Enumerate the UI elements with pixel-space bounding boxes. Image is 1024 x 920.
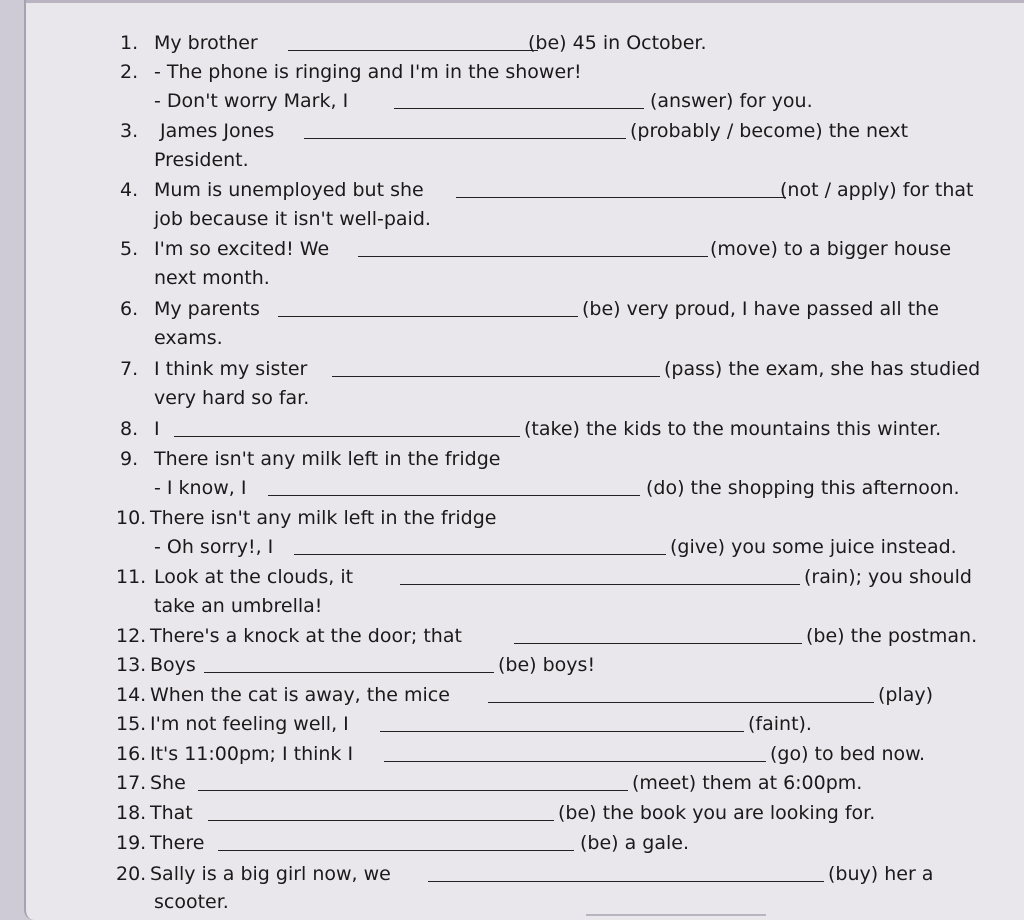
item-prompt: There isn't any milk left in the fridge: [150, 507, 497, 529]
item-prompt: My parents: [154, 298, 260, 320]
item-hint: (faint).: [748, 713, 812, 735]
item-hint: (play): [878, 684, 934, 706]
item-prompt: Look at the clouds, it: [154, 566, 354, 588]
item-hint: (move) to a bigger house: [710, 238, 952, 260]
answer-blank[interactable]: [294, 554, 666, 555]
item-number: 10.: [116, 507, 147, 529]
item-number: 3.: [120, 120, 139, 142]
item-continuation: scooter.: [154, 891, 229, 913]
answer-blank[interactable]: [488, 702, 874, 703]
item-hint: (probably / become) the next: [630, 120, 909, 142]
item-continuation: very hard so far.: [154, 387, 310, 409]
item-hint: (be) boys!: [498, 654, 596, 676]
item-number: 9.: [120, 448, 139, 470]
item-number: 4.: [120, 179, 139, 201]
item-hint: (meet) them at 6:00pm.: [632, 772, 863, 794]
exercise-item-5: [26, 234, 1024, 264]
item-prompt: Mum is unemployed but she: [154, 179, 424, 201]
exercise-item-7: [26, 354, 1024, 384]
item-prompt: There isn't any milk left in the fridge: [154, 448, 501, 470]
item-prompt: There: [150, 832, 205, 854]
exercise-item-9-reply: [26, 473, 1024, 503]
exercise-item-11-cont: [26, 591, 1024, 621]
exercise-item-5-cont: [26, 263, 1024, 293]
item-hint: (be) 45 in October.: [528, 32, 707, 54]
item-prompt: - Oh sorry!, I: [154, 536, 274, 558]
item-number: 16.: [116, 743, 147, 765]
item-hint: (be) the book you are looking for.: [558, 802, 876, 824]
item-number: 8.: [120, 418, 139, 440]
item-hint: (rain); you should: [804, 566, 972, 588]
answer-blank[interactable]: [268, 495, 640, 496]
item-hint: (buy) her a: [828, 863, 934, 885]
answer-blank[interactable]: [288, 50, 538, 51]
bottom-divider: [586, 914, 766, 916]
item-number: 11.: [116, 566, 147, 588]
item-hint: (be) the postman.: [806, 625, 978, 647]
exercise-item-15: [26, 709, 1024, 739]
item-number: 15.: [116, 713, 147, 735]
exercise-item-14: [26, 680, 1024, 710]
answer-blank[interactable]: [198, 790, 628, 791]
exercise-item-2-reply: [26, 86, 1024, 116]
item-prompt: When the cat is away, the mice: [150, 684, 450, 706]
item-prompt: I'm not feeling well, I: [150, 713, 349, 735]
answer-blank[interactable]: [218, 850, 574, 851]
answer-blank[interactable]: [384, 761, 766, 762]
exercise-item-10: [26, 503, 1024, 533]
exercise-item-10-reply: [26, 532, 1024, 562]
exercise-item-20: [26, 859, 1024, 889]
item-prompt: I: [154, 418, 160, 440]
answer-blank[interactable]: [428, 881, 824, 882]
item-prompt: - I know, I: [154, 477, 247, 499]
exercise-item-8: [26, 414, 1024, 444]
top-divider: [26, 0, 1024, 3]
answer-blank[interactable]: [278, 316, 578, 317]
exercise-item-13: [26, 650, 1024, 680]
answer-blank[interactable]: [358, 256, 708, 257]
item-prompt: - The phone is ringing and I'm in the shower!: [154, 61, 582, 83]
item-number: 18.: [116, 802, 147, 824]
exercise-item-6-cont: [26, 323, 1024, 353]
item-prompt: James Jones: [160, 120, 275, 142]
item-prompt: She: [150, 772, 186, 794]
answer-blank[interactable]: [400, 584, 800, 585]
answer-blank[interactable]: [332, 376, 660, 377]
item-prompt: There's a knock at the door; that: [150, 625, 462, 647]
item-hint: (answer) for you.: [650, 90, 813, 112]
answer-blank[interactable]: [394, 108, 644, 109]
item-prompt: Sally is a big girl now, we: [150, 863, 391, 885]
answer-blank[interactable]: [174, 436, 520, 437]
item-number: 2.: [120, 61, 139, 83]
item-hint: (pass) the exam, she has studied: [664, 358, 981, 380]
item-prompt: Boys: [150, 654, 196, 676]
exercise-item-19: [26, 828, 1024, 858]
answer-blank[interactable]: [456, 197, 786, 198]
answer-blank[interactable]: [204, 672, 494, 673]
exercise-item-11: [26, 562, 1024, 592]
exercise-item-2: [26, 57, 1024, 87]
exercise-item-12: [26, 621, 1024, 651]
answer-blank[interactable]: [380, 731, 744, 732]
item-number: 12.: [116, 625, 147, 647]
worksheet: [24, 0, 1024, 920]
item-number: 14.: [116, 684, 147, 706]
exercise-item-3: [26, 116, 1024, 146]
item-prompt: - Don't worry Mark, I: [154, 90, 349, 112]
exercise-item-9: [26, 444, 1024, 474]
exercise-item-1: [26, 28, 1024, 58]
exercise-item-17: [26, 768, 1024, 798]
item-hint: (be) very proud, I have passed all the: [582, 298, 939, 320]
item-number: 1.: [120, 32, 139, 54]
exercise-item-16: [26, 739, 1024, 769]
item-continuation: exams.: [154, 327, 223, 349]
item-hint: (not / apply) for that: [780, 179, 974, 201]
item-continuation: next month.: [154, 267, 270, 289]
item-continuation: President.: [154, 149, 249, 171]
exercise-item-4-cont: [26, 204, 1024, 234]
exercise-item-4: [26, 175, 1024, 205]
item-number: 19.: [116, 832, 147, 854]
item-hint: (do) the shopping this afternoon.: [646, 477, 960, 499]
item-prompt: It's 11:00pm; I think I: [150, 743, 354, 765]
exercise-item-20-cont: [26, 887, 1024, 917]
item-hint: (go) to bed now.: [770, 743, 926, 765]
exercise-item-7-cont: [26, 383, 1024, 413]
exercise-item-6: [26, 294, 1024, 324]
item-number: 17.: [116, 772, 147, 794]
exercise-item-18: [26, 798, 1024, 828]
item-prompt: I'm so excited! We: [154, 238, 330, 260]
answer-blank[interactable]: [304, 138, 626, 139]
answer-blank[interactable]: [208, 820, 554, 821]
item-number: 6.: [120, 298, 139, 320]
item-number: 7.: [120, 358, 139, 380]
item-number: 5.: [120, 238, 139, 260]
item-hint: (take) the kids to the mountains this winter.: [524, 418, 942, 440]
item-number: 20.: [116, 863, 147, 885]
item-hint: (be) a gale.: [580, 832, 690, 854]
exercise-item-3-cont: [26, 145, 1024, 175]
item-number: 13.: [116, 654, 147, 676]
answer-blank[interactable]: [514, 643, 802, 644]
item-hint: (give) you some juice instead.: [670, 536, 957, 558]
item-prompt: My brother: [154, 32, 258, 54]
item-prompt: That: [150, 802, 193, 824]
item-continuation: take an umbrella!: [154, 595, 323, 617]
item-prompt: I think my sister: [154, 358, 308, 380]
item-continuation: job because it isn't well-paid.: [154, 208, 431, 230]
